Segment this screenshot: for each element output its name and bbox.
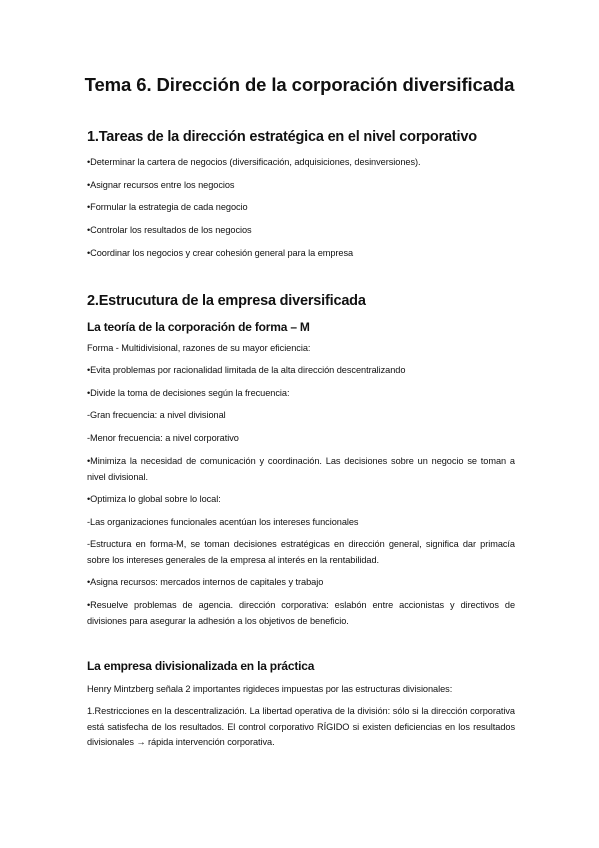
list-item: •Asignar recursos entre los negocios — [87, 180, 235, 190]
list-item: •Determinar la cartera de negocios (diversificación, adquisiciones, desinversiones). — [87, 157, 421, 167]
paragraph: •Asigna recursos: mercados internos de capitales y trabajo — [87, 577, 324, 587]
document-title: Tema 6. Dirección de la corporación diversificada — [84, 74, 515, 95]
section-heading: 1.Tareas de la dirección estratégica en el nivel corporativo — [87, 129, 477, 145]
paragraph: Henry Mintzberg señala 2 importantes rigideces impuestas por las estructuras divisionales: — [87, 684, 453, 694]
section-heading: 2.Estrucutura de la empresa diversificada — [87, 293, 366, 309]
paragraph: -Estructura en forma-M, se toman decisiones estratégicas en dirección general, significa dar primacía sobre los intereses generales de la empresa al interés en la rentabilidad. — [87, 539, 515, 565]
list-item: •Formular la estrategia de cada negocio — [87, 202, 248, 212]
paragraph: •Resuelve problemas de agencia. dirección corporativa: eslabón entre accionistas y directivos de divisiones para asegurar la adhesión a los objetivos de beneficio. — [87, 600, 515, 626]
paragraph: -Menor frecuencia: a nivel corporativo — [87, 433, 239, 443]
subsection-heading: La teoría de la corporación de forma – M — [87, 320, 310, 334]
paragraph: •Evita problemas por racionalidad limitada de la alta dirección descentralizando — [87, 365, 406, 375]
paragraph: -Gran frecuencia: a nivel divisional — [87, 410, 226, 420]
paragraph: -Las organizaciones funcionales acentúan los intereses funcionales — [87, 517, 359, 527]
list-item: •Controlar los resultados de los negocios — [87, 225, 252, 235]
paragraph: 1.Restricciones en la descentralización. La libertad operativa de la división: sólo si la dirección corporativa está satisfecha de los resultados. El control corporativo RÍGIDO si existen deficiencias en los resultados divisionales → rápida intervención corporativa. — [87, 706, 515, 747]
paragraph: •Minimiza la necesidad de comunicación y coordinación. Las decisiones sobre un negocio se toman a nivel divisional. — [87, 456, 515, 482]
paragraph: •Optimiza lo global sobre lo local: — [87, 494, 221, 504]
paragraph: •Divide la toma de decisiones según la frecuencia: — [87, 388, 290, 398]
paragraph: Forma - Multidivisional, razones de su mayor eficiencia: — [87, 343, 311, 353]
list-item: •Coordinar los negocios y crear cohesión general para la empresa — [87, 248, 354, 258]
subsection-heading: La empresa divisionalizada en la práctica — [87, 659, 315, 673]
